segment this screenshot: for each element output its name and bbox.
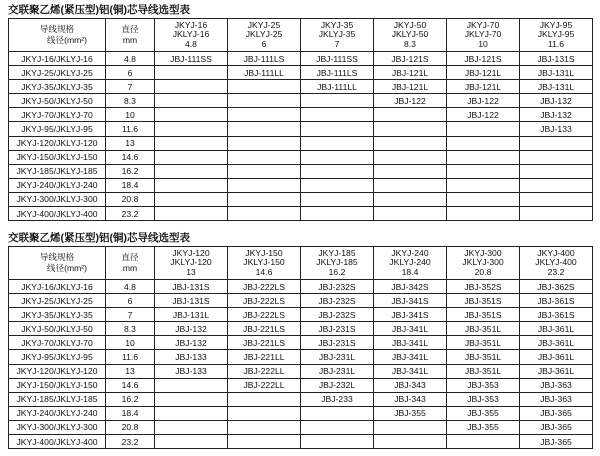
- clamp-model-cell: JBJ-341L: [374, 350, 447, 364]
- clamp-model-cell: JBJ-131S: [155, 294, 228, 308]
- diameter-cell: 16.2: [106, 164, 155, 178]
- model-al-name: JKLYJ-16: [172, 29, 210, 40]
- clamp-model-cell: [228, 108, 301, 122]
- spec-header-cell: [9, 19, 106, 52]
- clamp-model-cell: JBJ-231L: [301, 364, 374, 378]
- clamp-model-cell: JBJ-133: [155, 364, 228, 378]
- model-cu-name: JKYJ-400: [537, 247, 575, 258]
- clamp-model-cell: [155, 136, 228, 150]
- spec-header-cell: [9, 247, 106, 280]
- spec-header-label: 导线规格: [39, 252, 75, 262]
- model-diameter: 4.8: [185, 38, 197, 49]
- diameter-cell: 20.8: [106, 192, 155, 206]
- clamp-model-cell: [301, 406, 374, 420]
- table-row: [9, 207, 593, 221]
- clamp-model-cell: JBJ-361S: [520, 294, 593, 308]
- conductor-size-cell: JKYJ-185/JKLYJ-185: [9, 164, 106, 178]
- conductor-size-cell: JKYJ-25/JKLYJ-25: [9, 294, 106, 308]
- clamp-model-cell: JBJ-111LL: [228, 66, 301, 80]
- diameter-cell: 8.3: [106, 322, 155, 336]
- clamp-model-cell: JBJ-131L: [520, 80, 593, 94]
- conductor-size-cell: JKYJ-300/JKLYJ-300: [9, 192, 106, 206]
- model-al-name: JKLYJ-240: [389, 257, 431, 268]
- model-header-cell: [520, 19, 593, 52]
- clamp-model-cell: JBJ-121L: [374, 66, 447, 80]
- model-header-cell: [228, 247, 301, 280]
- clamp-model-cell: [228, 392, 301, 406]
- diameter-cell: 16.2: [106, 392, 155, 406]
- clamp-model-cell: JBJ-222LL: [228, 378, 301, 392]
- conductor-size-cell: JKYJ-240/JKLYJ-240: [9, 406, 106, 420]
- model-al-name: JKLYJ-185: [316, 257, 358, 268]
- table-row: [9, 350, 593, 364]
- clamp-model-cell: [228, 80, 301, 94]
- clamp-model-cell: JBJ-222LS: [228, 294, 301, 308]
- model-header-cell: [447, 19, 520, 52]
- clamp-model-cell: [155, 392, 228, 406]
- clamp-model-cell: JBJ-341S: [374, 308, 447, 322]
- table-row: [9, 392, 593, 406]
- clamp-model-cell: [520, 150, 593, 164]
- clamp-model-cell: [374, 435, 447, 449]
- clamp-model-cell: [228, 136, 301, 150]
- conductor-size-cell: JKYJ-120/JKLYJ-120: [9, 136, 106, 150]
- diameter-cell: 14.6: [106, 150, 155, 164]
- clamp-model-cell: [228, 435, 301, 449]
- conductor-size-cell: JKYJ-150/JKLYJ-150: [9, 378, 106, 392]
- clamp-model-cell: JBJ-221LS: [228, 336, 301, 350]
- diameter-cell: 4.8: [106, 280, 155, 294]
- model-diameter: 7: [334, 38, 340, 49]
- table-row: [9, 406, 593, 420]
- clamp-model-cell: JBJ-111SS: [155, 52, 228, 66]
- table-row: [9, 294, 593, 308]
- clamp-model-cell: JBJ-341L: [374, 322, 447, 336]
- clamp-model-cell: [301, 136, 374, 150]
- clamp-model-cell: [520, 136, 593, 150]
- clamp-model-cell: [228, 94, 301, 108]
- clamp-model-cell: JBJ-355: [447, 406, 520, 420]
- clamp-model-cell: [228, 122, 301, 136]
- clamp-model-cell: JBJ-355: [374, 406, 447, 420]
- clamp-model-cell: [155, 150, 228, 164]
- model-al-name: JKLYJ-35: [318, 29, 356, 40]
- clamp-model-cell: JBJ-232L: [301, 378, 374, 392]
- clamp-model-cell: JBJ-132: [520, 94, 593, 108]
- clamp-model-cell: JBJ-122: [447, 108, 520, 122]
- clamp-model-cell: JBJ-222LS: [228, 308, 301, 322]
- model-header-cell: [301, 19, 374, 52]
- clamp-model-cell: JBJ-341L: [374, 336, 447, 350]
- clamp-model-cell: JBJ-361L: [520, 350, 593, 364]
- table-row: [9, 378, 593, 392]
- clamp-model-cell: [447, 207, 520, 221]
- clamp-model-cell: JBJ-361S: [520, 308, 593, 322]
- clamp-model-cell: JBJ-341S: [374, 294, 447, 308]
- model-header-cell: [155, 19, 228, 52]
- clamp-model-cell: [228, 207, 301, 221]
- model-al-name: JKLYJ-120: [170, 257, 212, 268]
- clamp-model-cell: [520, 207, 593, 221]
- diameter-cell: 13: [106, 364, 155, 378]
- diameter-cell: 7: [106, 80, 155, 94]
- clamp-model-cell: JBJ-361L: [520, 364, 593, 378]
- clamp-model-cell: [301, 108, 374, 122]
- clamp-model-cell: JBJ-351L: [447, 364, 520, 378]
- clamp-model-cell: [447, 192, 520, 206]
- clamp-model-cell: [155, 435, 228, 449]
- table1-body: [9, 19, 593, 221]
- clamp-model-cell: [301, 435, 374, 449]
- model-cu-name: JKYJ-120: [172, 247, 210, 258]
- diameter-cell: 6: [106, 66, 155, 80]
- clamp-model-cell: JBJ-132: [155, 322, 228, 336]
- diameter-header-unit: mm: [122, 35, 138, 45]
- table-row: [9, 336, 593, 350]
- clamp-model-cell: JBJ-351L: [447, 336, 520, 350]
- clamp-model-cell: [155, 66, 228, 80]
- table-row: [9, 108, 593, 122]
- clamp-model-cell: [447, 435, 520, 449]
- model-cu-name: JKYJ-240: [391, 247, 429, 258]
- clamp-model-cell: [520, 178, 593, 192]
- header-row: [9, 19, 593, 52]
- clamp-model-cell: [301, 178, 374, 192]
- spec-header-unit: 线径(mm²): [46, 35, 87, 45]
- clamp-model-cell: [447, 178, 520, 192]
- clamp-model-cell: JBJ-222LS: [228, 280, 301, 294]
- model-cu-name: JKYJ-35: [320, 19, 354, 30]
- clamp-model-cell: [374, 122, 447, 136]
- clamp-model-cell: JBJ-111SS: [301, 52, 374, 66]
- clamp-model-cell: [155, 80, 228, 94]
- table-row: [9, 164, 593, 178]
- clamp-model-cell: [374, 192, 447, 206]
- clamp-model-cell: [520, 164, 593, 178]
- clamp-model-cell: JBJ-231S: [301, 322, 374, 336]
- clamp-model-cell: JBJ-232S: [301, 308, 374, 322]
- clamp-model-cell: JBJ-365: [520, 420, 593, 434]
- model-header-cell: [301, 247, 374, 280]
- clamp-model-cell: [447, 150, 520, 164]
- conductor-size-cell: JKYJ-70/JKLYJ-70: [9, 336, 106, 350]
- clamp-model-cell: JBJ-362S: [520, 280, 593, 294]
- table-row: [9, 192, 593, 206]
- clamp-model-cell: [301, 94, 374, 108]
- clamp-model-cell: [155, 108, 228, 122]
- diameter-cell: 18.4: [106, 178, 155, 192]
- clamp-model-cell: [228, 420, 301, 434]
- diameter-header-unit: mm: [122, 263, 138, 273]
- diameter-cell: 10: [106, 336, 155, 350]
- table1-selection-table: [8, 18, 593, 221]
- model-diameter: 13: [186, 266, 196, 277]
- diameter-header-cell: [106, 19, 155, 52]
- conductor-size-cell: JKYJ-240/JKLYJ-240: [9, 178, 106, 192]
- table2-title: 交联聚乙烯(紧压型)铝(铜)芯导线选型表: [8, 232, 190, 244]
- clamp-model-cell: JBJ-232S: [301, 294, 374, 308]
- clamp-model-cell: JBJ-351L: [447, 350, 520, 364]
- model-diameter: 11.6: [547, 38, 565, 49]
- clamp-model-cell: [301, 164, 374, 178]
- clamp-model-cell: [447, 164, 520, 178]
- model-cu-name: JKYJ-70: [466, 19, 500, 30]
- table2-body: [9, 247, 593, 449]
- spec-header-unit: 线径(mm²): [46, 263, 87, 273]
- diameter-cell: 8.3: [106, 94, 155, 108]
- clamp-model-cell: JBJ-351S: [447, 308, 520, 322]
- clamp-model-cell: JBJ-353: [447, 378, 520, 392]
- clamp-model-cell: JBJ-121L: [447, 80, 520, 94]
- table-row: [9, 66, 593, 80]
- clamp-model-cell: [374, 164, 447, 178]
- model-header-cell: [520, 247, 593, 280]
- model-al-name: JKLYJ-300: [462, 257, 504, 268]
- clamp-model-cell: JBJ-343: [374, 392, 447, 406]
- model-diameter: 8.3: [404, 38, 416, 49]
- model-header-cell: [447, 247, 520, 280]
- table-row: [9, 280, 593, 294]
- model-cu-name: JKYJ-300: [464, 247, 502, 258]
- spec-header-label: 导线规格: [39, 24, 75, 34]
- clamp-model-cell: JBJ-132: [520, 108, 593, 122]
- model-header-cell: [374, 19, 447, 52]
- conductor-size-cell: JKYJ-95/JKLYJ-95: [9, 350, 106, 364]
- model-diameter: 18.4: [401, 266, 419, 277]
- diameter-cell: 11.6: [106, 350, 155, 364]
- clamp-model-cell: JBJ-111LS: [228, 52, 301, 66]
- clamp-model-cell: [301, 192, 374, 206]
- clamp-model-cell: JBJ-342S: [374, 280, 447, 294]
- model-al-name: JKLYJ-400: [535, 257, 577, 268]
- header-row: [9, 247, 593, 280]
- conductor-size-cell: JKYJ-185/JKLYJ-185: [9, 392, 106, 406]
- clamp-model-cell: JBJ-121L: [447, 66, 520, 80]
- conductor-size-cell: JKYJ-16/JKLYJ-16: [9, 52, 106, 66]
- clamp-model-cell: [301, 207, 374, 221]
- diameter-cell: 13: [106, 136, 155, 150]
- diameter-cell: 18.4: [106, 406, 155, 420]
- clamp-model-cell: JBJ-131L: [520, 66, 593, 80]
- clamp-model-cell: JBJ-221LS: [228, 322, 301, 336]
- model-cu-name: JKYJ-95: [539, 19, 573, 30]
- clamp-model-cell: JBJ-352S: [447, 280, 520, 294]
- table-row: [9, 150, 593, 164]
- diameter-cell: 20.8: [106, 420, 155, 434]
- model-diameter: 20.8: [474, 266, 492, 277]
- conductor-size-cell: JKYJ-50/JKLYJ-50: [9, 322, 106, 336]
- conductor-size-cell: JKYJ-35/JKLYJ-35: [9, 308, 106, 322]
- model-al-name: JKLYJ-150: [243, 257, 285, 268]
- clamp-model-cell: [374, 207, 447, 221]
- conductor-size-cell: JKYJ-35/JKLYJ-35: [9, 80, 106, 94]
- table-row: [9, 122, 593, 136]
- table-row: [9, 435, 593, 449]
- diameter-cell: 10: [106, 108, 155, 122]
- clamp-model-cell: JBJ-122: [447, 94, 520, 108]
- conductor-size-cell: JKYJ-300/JKLYJ-300: [9, 420, 106, 434]
- clamp-model-cell: [155, 164, 228, 178]
- clamp-model-cell: JBJ-351S: [447, 294, 520, 308]
- conductor-size-cell: JKYJ-25/JKLYJ-25: [9, 66, 106, 80]
- table-row: [9, 322, 593, 336]
- clamp-model-cell: [447, 122, 520, 136]
- clamp-model-cell: JBJ-365: [520, 406, 593, 420]
- conductor-size-cell: JKYJ-95/JKLYJ-95: [9, 122, 106, 136]
- clamp-model-cell: JBJ-231S: [301, 336, 374, 350]
- clamp-model-cell: JBJ-132: [155, 336, 228, 350]
- clamp-model-cell: [155, 122, 228, 136]
- clamp-model-cell: JBJ-341L: [374, 364, 447, 378]
- model-header-cell: [155, 247, 228, 280]
- clamp-model-cell: JBJ-363: [520, 378, 593, 392]
- diameter-cell: 23.2: [106, 435, 155, 449]
- clamp-model-cell: JBJ-111LL: [301, 80, 374, 94]
- model-cu-name: JKYJ-16: [174, 19, 208, 30]
- table-row: [9, 308, 593, 322]
- clamp-model-cell: JBJ-131S: [155, 280, 228, 294]
- conductor-size-cell: JKYJ-150/JKLYJ-150: [9, 150, 106, 164]
- table2-selection-table: [8, 246, 593, 449]
- model-diameter: 16.2: [328, 266, 346, 277]
- model-cu-name: JKYJ-150: [245, 247, 283, 258]
- diameter-cell: 4.8: [106, 52, 155, 66]
- clamp-model-cell: JBJ-365: [520, 435, 593, 449]
- diameter-header-label: 直径: [121, 252, 139, 262]
- clamp-model-cell: [228, 150, 301, 164]
- clamp-model-cell: [228, 178, 301, 192]
- conductor-size-cell: JKYJ-120/JKLYJ-120: [9, 364, 106, 378]
- clamp-model-cell: JBJ-222LL: [228, 364, 301, 378]
- diameter-cell: 11.6: [106, 122, 155, 136]
- clamp-model-cell: [374, 420, 447, 434]
- clamp-model-cell: JBJ-121L: [374, 80, 447, 94]
- clamp-model-cell: JBJ-353: [447, 392, 520, 406]
- model-header-cell: [374, 247, 447, 280]
- clamp-model-cell: JBJ-133: [155, 350, 228, 364]
- clamp-model-cell: JBJ-131S: [520, 52, 593, 66]
- table-row: [9, 52, 593, 66]
- conductor-size-cell: JKYJ-16/JKLYJ-16: [9, 280, 106, 294]
- table-row: [9, 420, 593, 434]
- table-row: [9, 178, 593, 192]
- clamp-model-cell: JBJ-121S: [374, 52, 447, 66]
- table-row: [9, 94, 593, 108]
- conductor-size-cell: JKYJ-70/JKLYJ-70: [9, 108, 106, 122]
- clamp-model-cell: [374, 178, 447, 192]
- clamp-model-cell: [374, 150, 447, 164]
- clamp-model-cell: JBJ-232S: [301, 280, 374, 294]
- model-diameter: 23.2: [547, 266, 565, 277]
- clamp-model-cell: [228, 164, 301, 178]
- clamp-model-cell: JBJ-221LL: [228, 350, 301, 364]
- clamp-model-cell: JBJ-122: [374, 94, 447, 108]
- clamp-model-cell: JBJ-361L: [520, 322, 593, 336]
- diameter-header-cell: [106, 247, 155, 280]
- table-row: [9, 80, 593, 94]
- table1-title: 交联聚乙烯(紧压型)铝(铜)芯导线选型表: [8, 4, 190, 16]
- clamp-model-cell: JBJ-111LS: [301, 66, 374, 80]
- model-al-name: JKLYJ-25: [245, 29, 283, 40]
- clamp-model-cell: JBJ-131L: [155, 308, 228, 322]
- clamp-model-cell: JBJ-343: [374, 378, 447, 392]
- clamp-model-cell: [374, 136, 447, 150]
- clamp-model-cell: JBJ-351L: [447, 322, 520, 336]
- clamp-model-cell: [447, 136, 520, 150]
- clamp-model-cell: JBJ-231L: [301, 350, 374, 364]
- clamp-model-cell: JBJ-363: [520, 392, 593, 406]
- clamp-model-cell: [155, 406, 228, 420]
- clamp-model-cell: [155, 178, 228, 192]
- clamp-model-cell: [374, 108, 447, 122]
- clamp-model-cell: [155, 378, 228, 392]
- clamp-model-cell: JBJ-133: [520, 122, 593, 136]
- clamp-model-cell: [155, 94, 228, 108]
- clamp-model-cell: [301, 122, 374, 136]
- table-row: [9, 364, 593, 378]
- diameter-header-label: 直径: [121, 24, 139, 34]
- conductor-size-cell: JKYJ-400/JKLYJ-400: [9, 435, 106, 449]
- clamp-model-cell: [301, 420, 374, 434]
- clamp-model-cell: JBJ-361L: [520, 336, 593, 350]
- conductor-size-cell: JKYJ-50/JKLYJ-50: [9, 94, 106, 108]
- model-diameter: 14.6: [255, 266, 273, 277]
- clamp-model-cell: JBJ-121S: [447, 52, 520, 66]
- model-diameter: 6: [261, 38, 267, 49]
- diameter-cell: 14.6: [106, 378, 155, 392]
- clamp-model-cell: [155, 207, 228, 221]
- clamp-model-cell: [228, 406, 301, 420]
- clamp-model-cell: JBJ-233: [301, 392, 374, 406]
- diameter-cell: 6: [106, 294, 155, 308]
- conductor-size-cell: JKYJ-400/JKLYJ-400: [9, 207, 106, 221]
- model-cu-name: JKYJ-50: [393, 19, 427, 30]
- clamp-model-cell: [301, 150, 374, 164]
- model-cu-name: JKYJ-185: [318, 247, 356, 258]
- diameter-cell: 7: [106, 308, 155, 322]
- clamp-model-cell: [155, 192, 228, 206]
- model-al-name: JKLYJ-50: [391, 29, 429, 40]
- model-al-name: JKLYJ-95: [537, 29, 575, 40]
- diameter-cell: 23.2: [106, 207, 155, 221]
- model-al-name: JKLYJ-70: [464, 29, 502, 40]
- model-header-cell: [228, 19, 301, 52]
- clamp-model-cell: [228, 192, 301, 206]
- model-cu-name: JKYJ-25: [247, 19, 281, 30]
- table-row: [9, 136, 593, 150]
- clamp-model-cell: [520, 192, 593, 206]
- clamp-model-cell: JBJ-355: [447, 420, 520, 434]
- model-diameter: 10: [478, 38, 488, 49]
- clamp-model-cell: [155, 420, 228, 434]
